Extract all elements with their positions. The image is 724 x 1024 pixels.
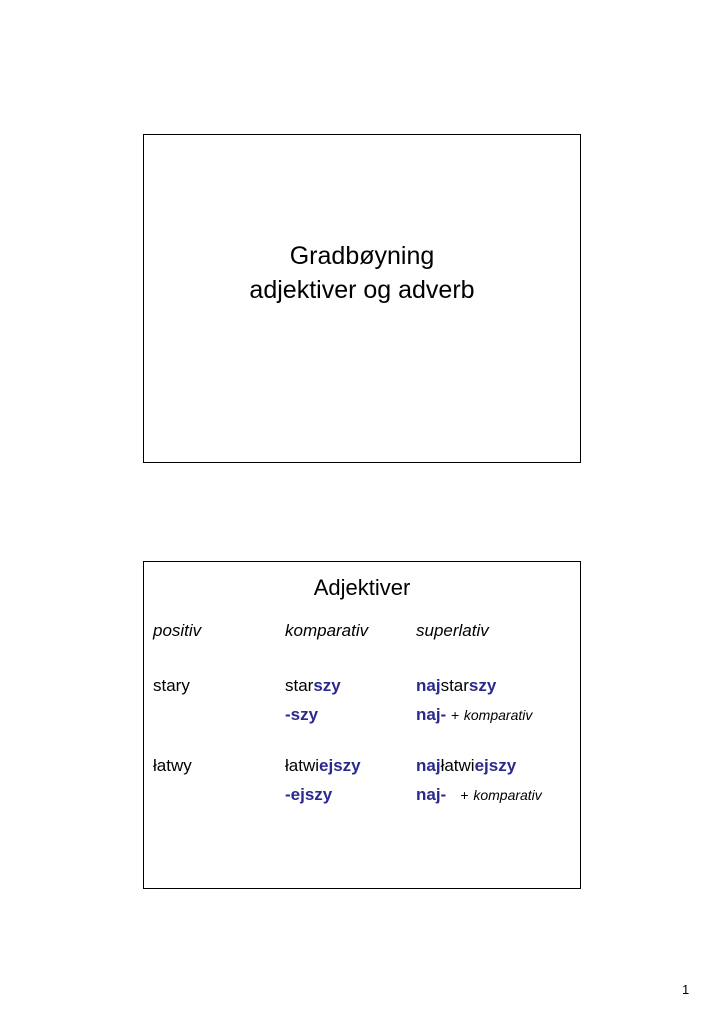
header-positive: positiv <box>153 621 202 640</box>
comparative-form <box>285 676 341 696</box>
superlative-form <box>416 676 496 696</box>
superlative-rule <box>416 785 542 805</box>
header-comparative: komparativ <box>285 621 369 640</box>
title-slide <box>143 134 581 463</box>
superlative-form <box>416 756 516 776</box>
prefix: naj <box>416 676 441 695</box>
header-superlative: superlativ <box>416 621 489 640</box>
title-line-1: Gradbøyning <box>289 242 435 270</box>
stem: star <box>440 676 469 695</box>
superlative-rule <box>416 705 532 725</box>
plus-sign: + <box>460 787 469 803</box>
title-line-2: adjektiver og adverb <box>249 276 475 304</box>
slide-title: Adjektiver <box>313 575 411 600</box>
plus-sign: + <box>450 707 460 723</box>
comparative-form <box>285 756 361 776</box>
ending: ejszy <box>474 756 517 775</box>
slide-title <box>144 239 580 307</box>
rule-note: komparativ <box>473 787 542 803</box>
prefix: naj- <box>416 785 447 804</box>
comparative-rule: -szy <box>285 705 319 724</box>
ending: ejszy <box>319 756 361 775</box>
stem: star <box>285 676 314 695</box>
rule-note: komparativ <box>463 707 533 723</box>
positive-form: stary <box>153 676 190 695</box>
prefix: naj- <box>416 705 447 724</box>
page-number: 1 <box>682 982 690 997</box>
comparative-rule: -ejszy <box>285 785 333 804</box>
ending: szy <box>468 676 497 695</box>
ending: szy <box>313 676 341 695</box>
stem: łatwi <box>285 756 320 775</box>
prefix: naj <box>416 756 441 775</box>
adjectives-slide <box>143 561 581 889</box>
positive-form: łatwy <box>153 756 192 775</box>
stem: łatwi <box>440 756 475 775</box>
